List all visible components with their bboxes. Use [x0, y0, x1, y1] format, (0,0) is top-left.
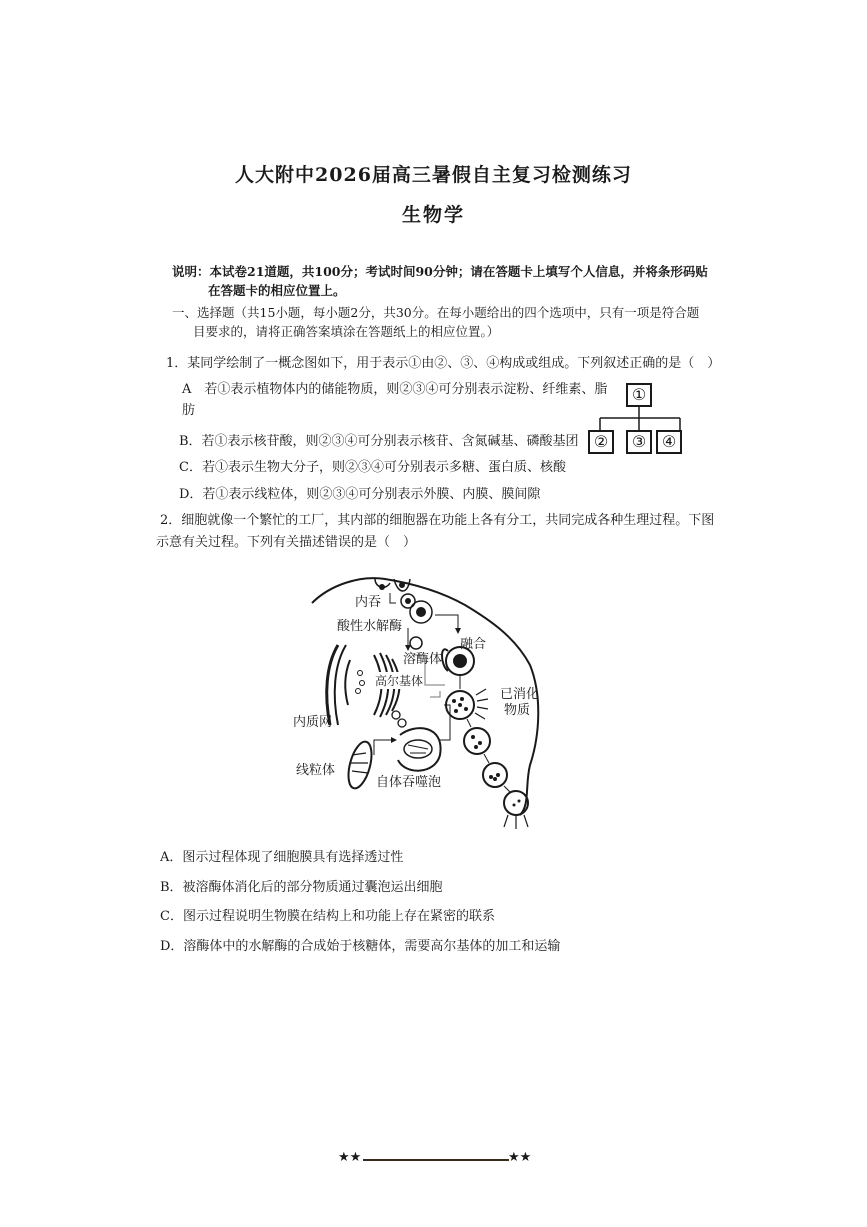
label-digested-2: 物质	[504, 703, 531, 718]
q1-option-c: C．若①表示生物大分子，则②③④可分别表示多糖、蛋白质、核酸	[179, 460, 566, 475]
q1-stem: 1．某同学绘制了一概念图如下，用于表示①由②、③、④构成或组成。下列叙述正确的是（ ）	[166, 356, 721, 371]
instructions-line-2: 在答题卡的相应位置上。	[208, 283, 346, 298]
q2-option-a: A．图示过程体现了细胞膜具有选择透过性	[160, 850, 404, 865]
q2-option-d: D．溶酶体中的水解酶的合成始于核糖体，需要高尔基体的加工和运输	[160, 939, 561, 954]
q2-option-b: B．被溶酶体消化后的部分物质通过囊泡运出细胞	[160, 880, 443, 895]
concept-box-2: ③	[626, 430, 652, 454]
cell-process-figure	[290, 565, 550, 833]
footer-divider	[363, 1159, 509, 1161]
q1-option-a: A 若①表示植物体内的储能物质，则②③④可分别表示淀粉、纤维素、脂	[182, 382, 608, 397]
section-heading-line-2: 目要求的，请将正确答案填涂在答题纸上的相应位置。）	[193, 324, 500, 339]
concept-box-top: ①	[626, 383, 652, 407]
q1-option-d: D．若①表示线粒体，则②③④可分别表示外膜、内膜、膜间隙	[179, 487, 541, 502]
q1-option-a-cont: 肪	[182, 403, 196, 418]
q2-stem-line-1: 2．细胞就像一个繁忙的工厂，其内部的细胞器在功能上各有分工，共同完成各种生理过程。下图	[160, 513, 715, 528]
label-golgi: 高尔基体	[375, 674, 424, 688]
footer-stars-left: ★★	[338, 1150, 362, 1165]
subject-title: 生物学	[401, 204, 465, 226]
instructions-line-1: 说明：本试卷21道题，共100分；考试时间90分钟；请在答题卡上填写个人信息，并将条形码贴	[172, 264, 708, 279]
q2-option-c: C．图示过程说明生物膜在结构上和功能上存在紧密的联系	[160, 909, 495, 924]
concept-box-3: ④	[656, 430, 682, 454]
label-fusion: 融合	[460, 637, 487, 652]
label-autophagosome: 自体吞噬泡	[376, 775, 442, 790]
q1-option-b: B．若①表示核苷酸，则②③④可分别表示核苷、含氮碱基、磷酸基团	[179, 434, 579, 449]
concept-box-1: ②	[588, 430, 614, 454]
q2-stem-line-2: 示意有关过程。下列有关描述错误的是（ ）	[156, 535, 417, 550]
label-mitochondrion: 线粒体	[296, 763, 336, 778]
exam-title: 人大附中2026届高三暑假自主复习检测练习	[235, 164, 632, 186]
section-heading-line-1: 一、选择题（共15小题，每小题2分，共30分。在每小题给出的四个选项中，只有一项是符合题	[172, 305, 700, 320]
label-er: 内质网	[293, 715, 333, 730]
footer-stars-right: ★★	[508, 1150, 532, 1165]
label-acid-hydrolase: 酸性水解酶	[337, 619, 403, 634]
label-lysosome: 溶酶体	[403, 652, 443, 667]
label-digested-1: 已消化	[500, 687, 540, 702]
label-endocytosis: 内吞	[355, 595, 382, 610]
